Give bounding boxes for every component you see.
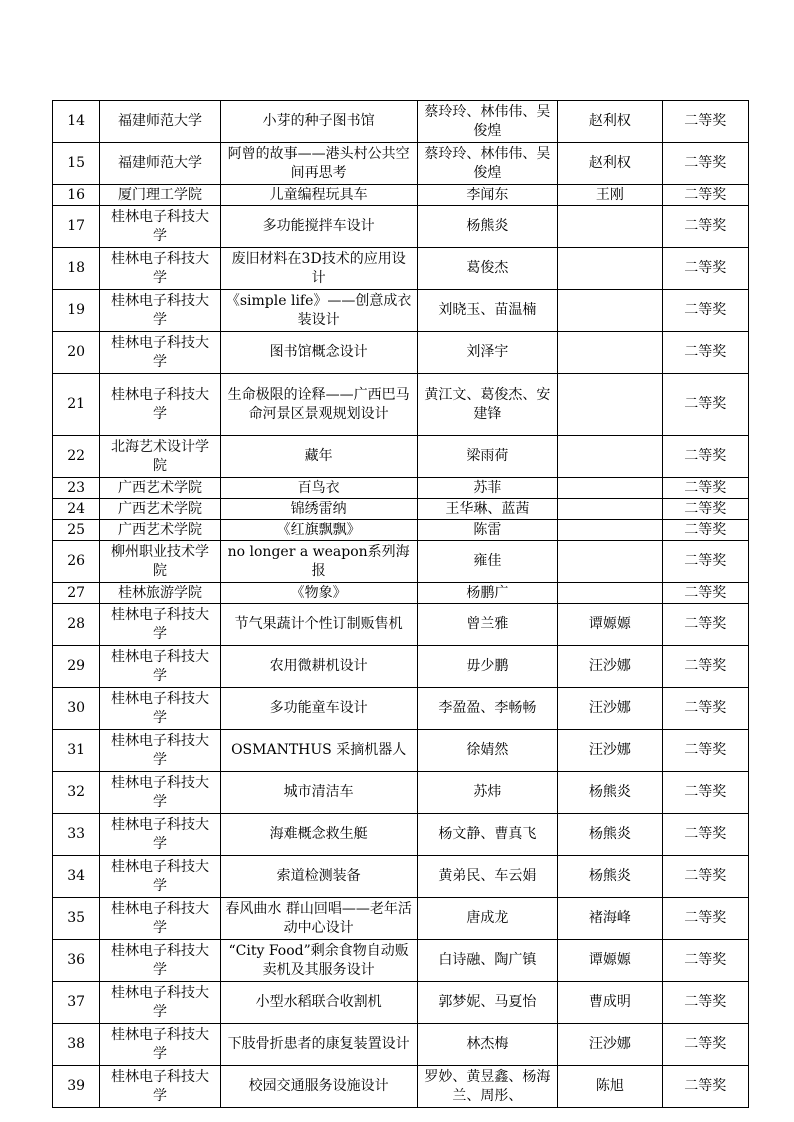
authors-cell: 曾兰雅 bbox=[417, 604, 558, 646]
teacher-cell bbox=[558, 583, 662, 604]
teacher-cell: 杨熊炎 bbox=[558, 856, 662, 898]
work-title-cell: 儿童编程玩具车 bbox=[220, 185, 417, 206]
authors-cell: 刘泽宇 bbox=[417, 332, 558, 374]
row-number: 36 bbox=[53, 940, 100, 982]
work-title-cell: 城市清洁车 bbox=[220, 772, 417, 814]
authors-cell: 林杰梅 bbox=[417, 1024, 558, 1066]
work-title-cell: 《simple life》——创意成衣装设计 bbox=[220, 290, 417, 332]
prize-cell: 二等奖 bbox=[662, 332, 748, 374]
teacher-cell: 褚海峰 bbox=[558, 898, 662, 940]
work-title-cell: 《红旗飘飘》 bbox=[220, 520, 417, 541]
school-cell: 桂林电子科技大学 bbox=[100, 206, 221, 248]
prize-cell: 二等奖 bbox=[662, 499, 748, 520]
authors-cell: 白诗融、陶广镇 bbox=[417, 940, 558, 982]
school-cell: 桂林电子科技大学 bbox=[100, 248, 221, 290]
teacher-cell bbox=[558, 206, 662, 248]
table-row bbox=[53, 730, 749, 772]
teacher-cell bbox=[558, 332, 662, 374]
school-cell: 桂林电子科技大学 bbox=[100, 646, 221, 688]
school-cell: 桂林旅游学院 bbox=[100, 583, 221, 604]
school-cell: 厦门理工学院 bbox=[100, 185, 221, 206]
row-number: 20 bbox=[53, 332, 100, 374]
row-number: 33 bbox=[53, 814, 100, 856]
table-row bbox=[53, 436, 749, 478]
authors-cell: 葛俊杰 bbox=[417, 248, 558, 290]
work-title-cell: 校园交通服务设施设计 bbox=[220, 1066, 417, 1108]
prize-cell: 二等奖 bbox=[662, 982, 748, 1024]
prize-cell: 二等奖 bbox=[662, 730, 748, 772]
row-number: 19 bbox=[53, 290, 100, 332]
row-number: 15 bbox=[53, 143, 100, 185]
authors-cell: 李盈盈、李畅畅 bbox=[417, 688, 558, 730]
teacher-cell bbox=[558, 478, 662, 499]
teacher-cell bbox=[558, 374, 662, 436]
authors-cell: 杨鹏广 bbox=[417, 583, 558, 604]
school-cell: 桂林电子科技大学 bbox=[100, 982, 221, 1024]
teacher-cell bbox=[558, 248, 662, 290]
table-row bbox=[53, 206, 749, 248]
teacher-cell: 谭嫄嫄 bbox=[558, 604, 662, 646]
school-cell: 广西艺术学院 bbox=[100, 499, 221, 520]
row-number: 26 bbox=[53, 541, 100, 583]
prize-cell: 二等奖 bbox=[662, 206, 748, 248]
teacher-cell: 陈旭 bbox=[558, 1066, 662, 1108]
row-number: 39 bbox=[53, 1066, 100, 1108]
teacher-cell: 杨熊炎 bbox=[558, 814, 662, 856]
row-number: 21 bbox=[53, 374, 100, 436]
teacher-cell: 汪沙娜 bbox=[558, 1024, 662, 1066]
teacher-cell: 王刚 bbox=[558, 185, 662, 206]
work-title-cell: 多功能童车设计 bbox=[220, 688, 417, 730]
prize-cell: 二等奖 bbox=[662, 772, 748, 814]
prize-cell: 二等奖 bbox=[662, 290, 748, 332]
row-number: 29 bbox=[53, 646, 100, 688]
row-number: 25 bbox=[53, 520, 100, 541]
authors-cell: 黄江文、葛俊杰、安建锋 bbox=[417, 374, 558, 436]
work-title-cell: 图书馆概念设计 bbox=[220, 332, 417, 374]
row-number: 38 bbox=[53, 1024, 100, 1066]
school-cell: 桂林电子科技大学 bbox=[100, 1066, 221, 1108]
prize-cell: 二等奖 bbox=[662, 1066, 748, 1108]
prize-cell: 二等奖 bbox=[662, 814, 748, 856]
authors-cell: 陈雷 bbox=[417, 520, 558, 541]
row-number: 17 bbox=[53, 206, 100, 248]
prize-cell: 二等奖 bbox=[662, 374, 748, 436]
authors-cell: 梁雨荷 bbox=[417, 436, 558, 478]
authors-cell: 杨熊炎 bbox=[417, 206, 558, 248]
table-row bbox=[53, 604, 749, 646]
prize-cell: 二等奖 bbox=[662, 688, 748, 730]
work-title-cell: no longer a weapon系列海报 bbox=[220, 541, 417, 583]
table-row bbox=[53, 814, 749, 856]
table-row bbox=[53, 940, 749, 982]
prize-cell: 二等奖 bbox=[662, 856, 748, 898]
prize-cell: 二等奖 bbox=[662, 436, 748, 478]
table-row bbox=[53, 646, 749, 688]
row-number: 27 bbox=[53, 583, 100, 604]
row-number: 28 bbox=[53, 604, 100, 646]
school-cell: 桂林电子科技大学 bbox=[100, 604, 221, 646]
row-number: 30 bbox=[53, 688, 100, 730]
work-title-cell: 百鸟衣 bbox=[220, 478, 417, 499]
table-row bbox=[53, 1024, 749, 1066]
teacher-cell bbox=[558, 499, 662, 520]
table-row bbox=[53, 1066, 749, 1108]
prize-cell: 二等奖 bbox=[662, 940, 748, 982]
table-row bbox=[53, 143, 749, 185]
school-cell: 桂林电子科技大学 bbox=[100, 898, 221, 940]
prize-cell: 二等奖 bbox=[662, 898, 748, 940]
row-number: 24 bbox=[53, 499, 100, 520]
authors-cell: 罗妙、黄昱鑫、杨海兰、周彤、 bbox=[417, 1066, 558, 1108]
row-number: 31 bbox=[53, 730, 100, 772]
prize-cell: 二等奖 bbox=[662, 248, 748, 290]
authors-cell: 徐婧然 bbox=[417, 730, 558, 772]
work-title-cell: 废旧材料在3D技术的应用设计 bbox=[220, 248, 417, 290]
prize-cell: 二等奖 bbox=[662, 143, 748, 185]
row-number: 14 bbox=[53, 101, 100, 143]
prize-cell: 二等奖 bbox=[662, 604, 748, 646]
table-row bbox=[53, 583, 749, 604]
authors-cell: 苏炜 bbox=[417, 772, 558, 814]
prize-cell: 二等奖 bbox=[662, 541, 748, 583]
teacher-cell: 汪沙娜 bbox=[558, 730, 662, 772]
authors-cell: 郭梦妮、马夏怡 bbox=[417, 982, 558, 1024]
table-row bbox=[53, 688, 749, 730]
work-title-cell: 春风曲水 群山回唱——老年活动中心设计 bbox=[220, 898, 417, 940]
work-title-cell: OSMANTHUS 采摘机器人 bbox=[220, 730, 417, 772]
school-cell: 柳州职业技术学院 bbox=[100, 541, 221, 583]
table-row bbox=[53, 332, 749, 374]
table-row bbox=[53, 499, 749, 520]
table-row bbox=[53, 101, 749, 143]
prize-cell: 二等奖 bbox=[662, 646, 748, 688]
authors-cell: 毋少鹏 bbox=[417, 646, 558, 688]
work-title-cell: 《物象》 bbox=[220, 583, 417, 604]
work-title-cell: 藏年 bbox=[220, 436, 417, 478]
school-cell: 福建师范大学 bbox=[100, 143, 221, 185]
table-row bbox=[53, 248, 749, 290]
authors-cell: 李闻东 bbox=[417, 185, 558, 206]
work-title-cell: “City Food”剩余食物自动贩卖机及其服务设计 bbox=[220, 940, 417, 982]
school-cell: 广西艺术学院 bbox=[100, 478, 221, 499]
prize-cell: 二等奖 bbox=[662, 520, 748, 541]
table-row bbox=[53, 478, 749, 499]
teacher-cell bbox=[558, 520, 662, 541]
authors-cell: 蔡玲玲、林伟伟、吴俊煌 bbox=[417, 143, 558, 185]
school-cell: 北海艺术设计学院 bbox=[100, 436, 221, 478]
school-cell: 桂林电子科技大学 bbox=[100, 290, 221, 332]
awards-table bbox=[52, 100, 749, 1108]
authors-cell: 王华琳、蓝茜 bbox=[417, 499, 558, 520]
school-cell: 桂林电子科技大学 bbox=[100, 332, 221, 374]
work-title-cell: 锦绣雷纳 bbox=[220, 499, 417, 520]
prize-cell: 二等奖 bbox=[662, 185, 748, 206]
teacher-cell: 汪沙娜 bbox=[558, 688, 662, 730]
teacher-cell: 赵利权 bbox=[558, 101, 662, 143]
table-row bbox=[53, 982, 749, 1024]
work-title-cell: 阿曾的故事——港头村公共空间再思考 bbox=[220, 143, 417, 185]
work-title-cell: 下肢骨折患者的康复装置设计 bbox=[220, 1024, 417, 1066]
prize-cell: 二等奖 bbox=[662, 478, 748, 499]
authors-cell: 雍佳 bbox=[417, 541, 558, 583]
table-row bbox=[53, 185, 749, 206]
school-cell: 广西艺术学院 bbox=[100, 520, 221, 541]
row-number: 22 bbox=[53, 436, 100, 478]
table-row bbox=[53, 374, 749, 436]
table-row bbox=[53, 520, 749, 541]
work-title-cell: 生命极限的诠释——广西巴马命河景区景观规划设计 bbox=[220, 374, 417, 436]
table-row bbox=[53, 290, 749, 332]
row-number: 37 bbox=[53, 982, 100, 1024]
authors-cell: 蔡玲玲、林伟伟、吴俊煌 bbox=[417, 101, 558, 143]
school-cell: 福建师范大学 bbox=[100, 101, 221, 143]
school-cell: 桂林电子科技大学 bbox=[100, 814, 221, 856]
prize-cell: 二等奖 bbox=[662, 583, 748, 604]
teacher-cell bbox=[558, 290, 662, 332]
teacher-cell: 曹成明 bbox=[558, 982, 662, 1024]
school-cell: 桂林电子科技大学 bbox=[100, 688, 221, 730]
teacher-cell: 汪沙娜 bbox=[558, 646, 662, 688]
authors-cell: 黄弟民、车云娟 bbox=[417, 856, 558, 898]
row-number: 35 bbox=[53, 898, 100, 940]
authors-cell: 苏菲 bbox=[417, 478, 558, 499]
authors-cell: 杨文静、曹真飞 bbox=[417, 814, 558, 856]
school-cell: 桂林电子科技大学 bbox=[100, 730, 221, 772]
school-cell: 桂林电子科技大学 bbox=[100, 856, 221, 898]
table-row bbox=[53, 772, 749, 814]
awards-table-body bbox=[53, 101, 749, 1108]
work-title-cell: 农用微耕机设计 bbox=[220, 646, 417, 688]
work-title-cell: 多功能搅拌车设计 bbox=[220, 206, 417, 248]
authors-cell: 刘晓玉、苗温楠 bbox=[417, 290, 558, 332]
row-number: 23 bbox=[53, 478, 100, 499]
row-number: 18 bbox=[53, 248, 100, 290]
school-cell: 桂林电子科技大学 bbox=[100, 1024, 221, 1066]
authors-cell: 唐成龙 bbox=[417, 898, 558, 940]
table-row bbox=[53, 898, 749, 940]
teacher-cell: 谭嫄嫄 bbox=[558, 940, 662, 982]
school-cell: 桂林电子科技大学 bbox=[100, 940, 221, 982]
teacher-cell: 赵利权 bbox=[558, 143, 662, 185]
prize-cell: 二等奖 bbox=[662, 1024, 748, 1066]
row-number: 32 bbox=[53, 772, 100, 814]
work-title-cell: 节气果蔬计个性订制贩售机 bbox=[220, 604, 417, 646]
work-title-cell: 小芽的种子图书馆 bbox=[220, 101, 417, 143]
teacher-cell bbox=[558, 541, 662, 583]
work-title-cell: 索道检测装备 bbox=[220, 856, 417, 898]
teacher-cell bbox=[558, 436, 662, 478]
school-cell: 桂林电子科技大学 bbox=[100, 374, 221, 436]
prize-cell: 二等奖 bbox=[662, 101, 748, 143]
teacher-cell: 杨熊炎 bbox=[558, 772, 662, 814]
row-number: 34 bbox=[53, 856, 100, 898]
school-cell: 桂林电子科技大学 bbox=[100, 772, 221, 814]
work-title-cell: 海难概念救生艇 bbox=[220, 814, 417, 856]
table-row bbox=[53, 856, 749, 898]
row-number: 16 bbox=[53, 185, 100, 206]
work-title-cell: 小型水稻联合收割机 bbox=[220, 982, 417, 1024]
table-row bbox=[53, 541, 749, 583]
